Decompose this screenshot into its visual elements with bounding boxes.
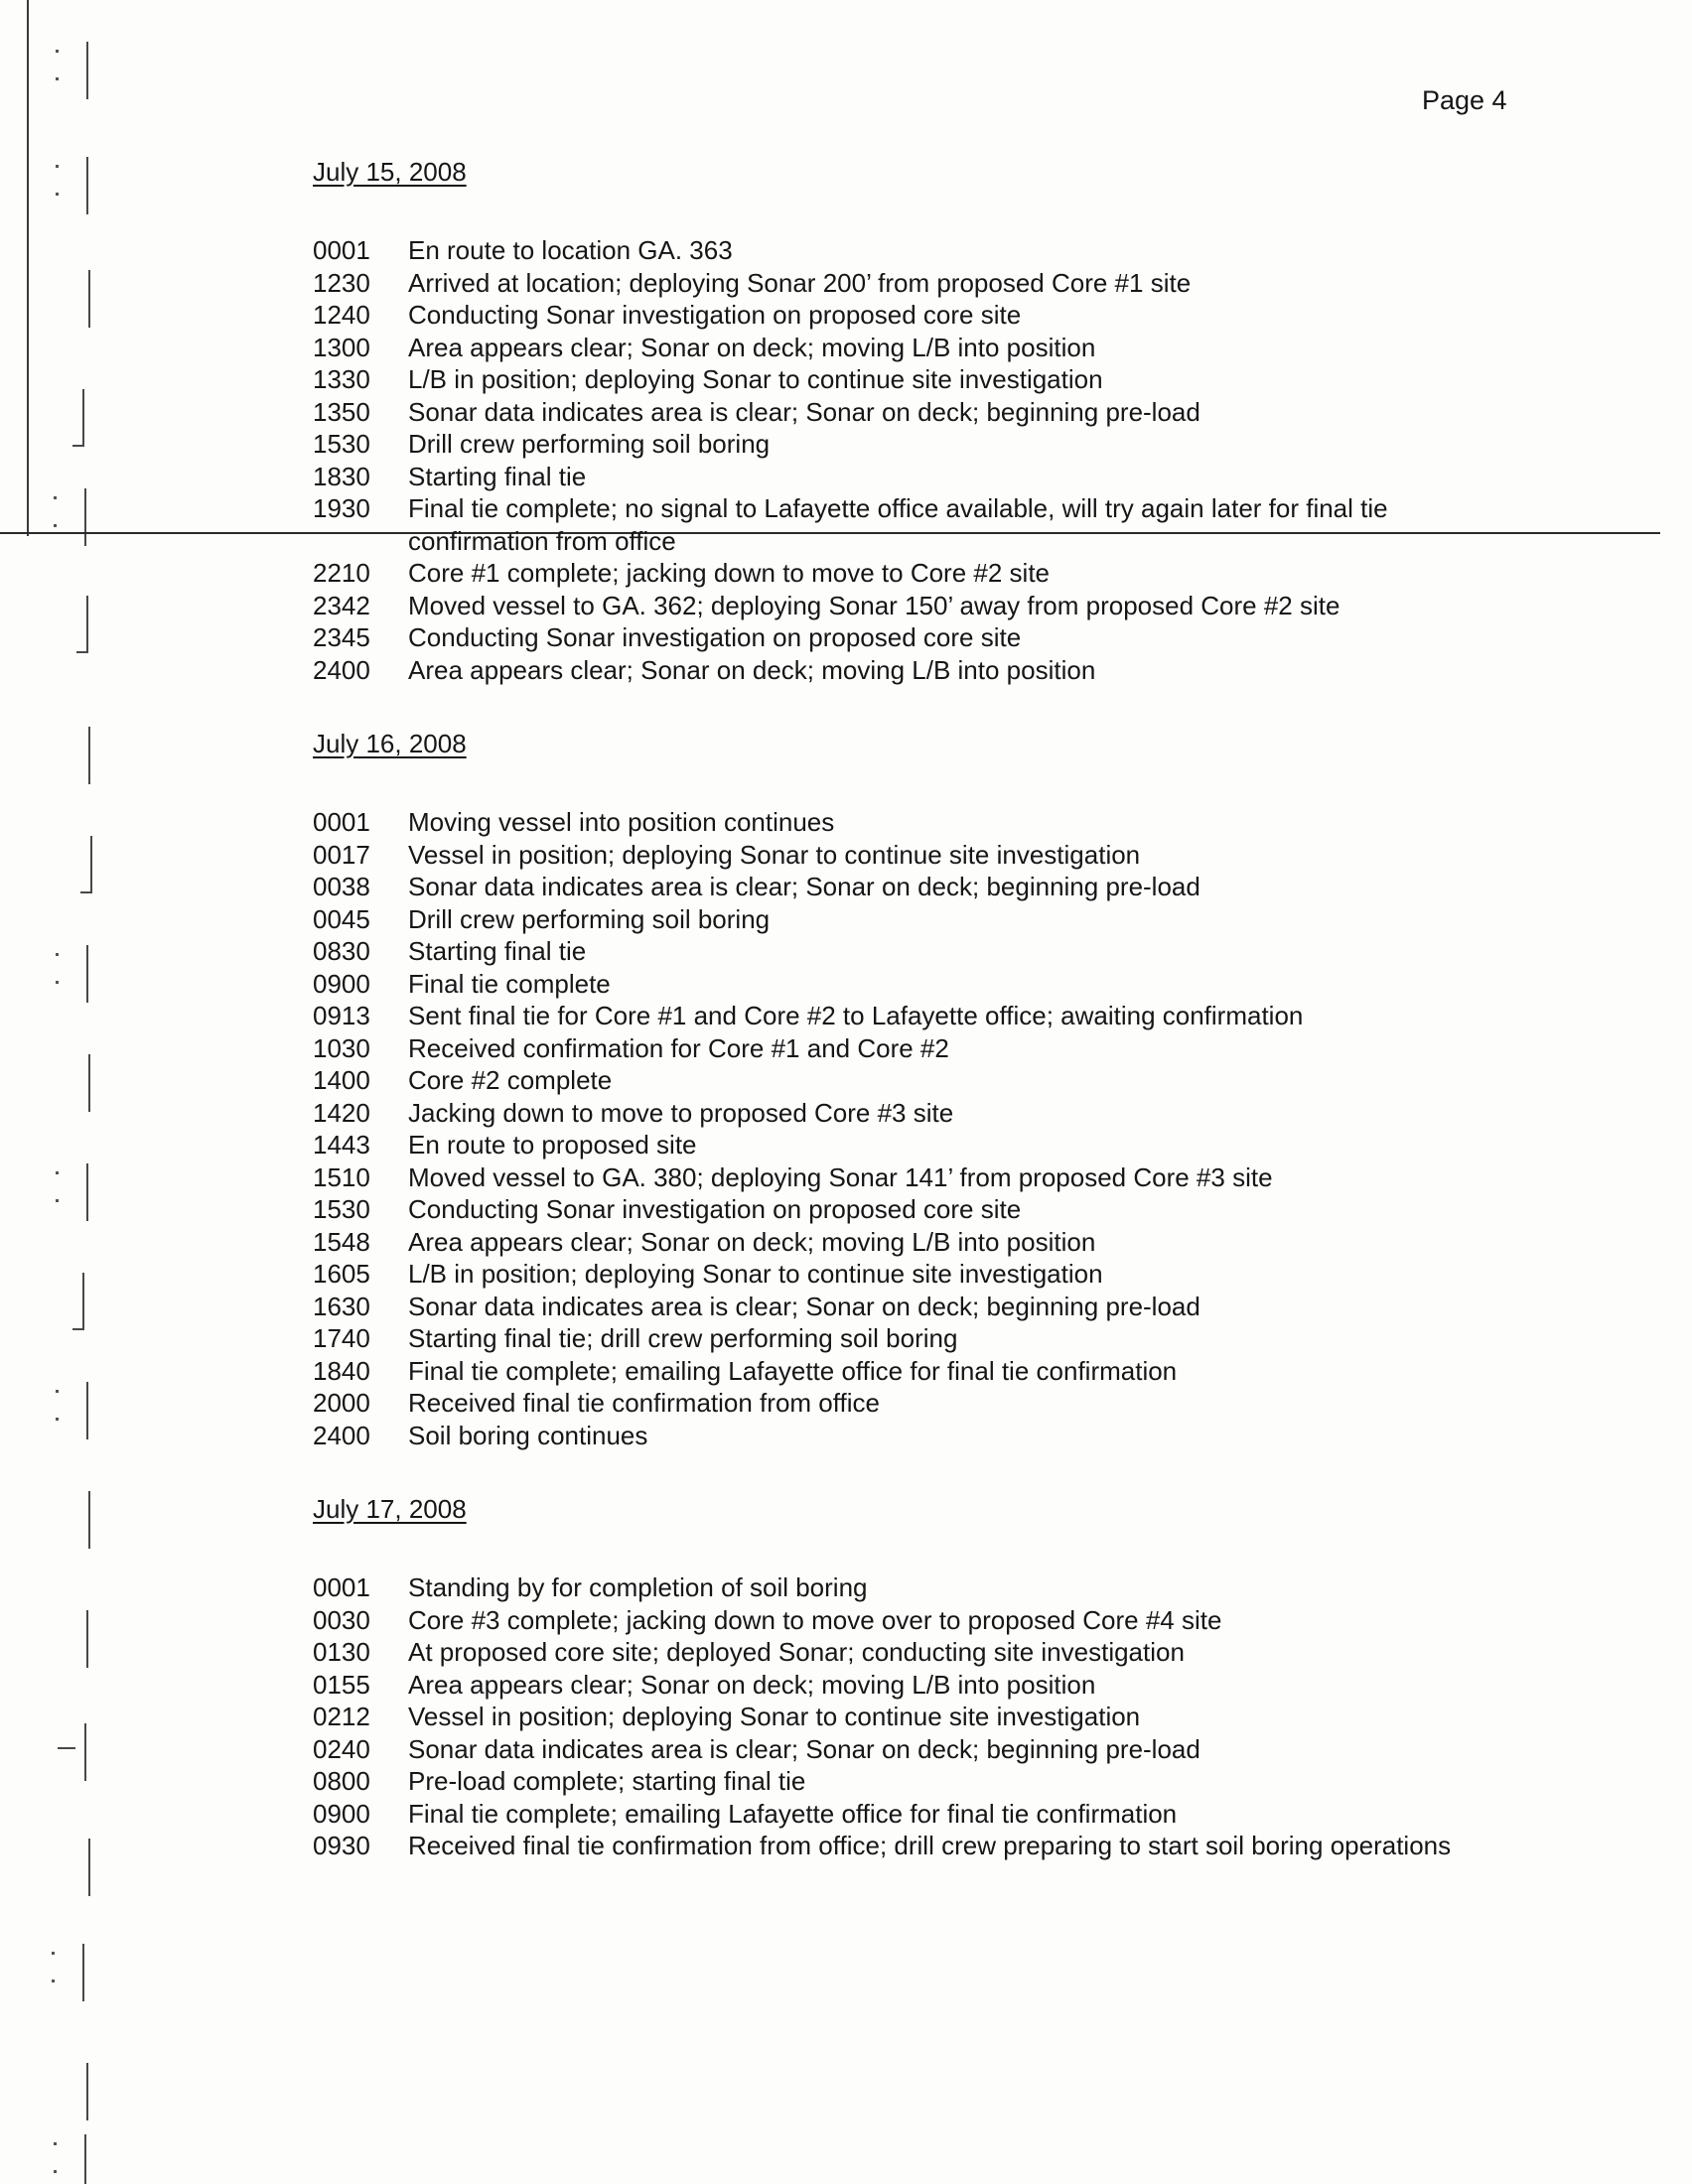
entry-list [313, 234, 1539, 686]
scan-artifact-mark [71, 1273, 84, 1330]
date-heading: July 15, 2008 [313, 157, 467, 187]
log-entry-time: 0900 [313, 968, 370, 999]
log-sections [313, 156, 1539, 1862]
log-entry-time: 1240 [313, 300, 370, 330]
log-entry-time: 0913 [313, 1001, 370, 1030]
log-entry-row [313, 299, 1539, 332]
scan-artifact-mark [75, 596, 88, 653]
log-entry-text: Received final tie confirmation from office; drill crew preparing to start soil boring operations [408, 1831, 1452, 1860]
log-entry-row [313, 492, 1539, 557]
log-entry-text: Final tie complete; emailing Lafayette office for final tie confirmation [408, 1355, 1178, 1386]
log-entry-text: At proposed core site; deployed Sonar; conducting site investigation [408, 1637, 1185, 1667]
log-entry-time: 1350 [313, 396, 370, 427]
log-entry-row [313, 1000, 1539, 1032]
scan-artifact-mark [73, 488, 86, 546]
scan-artifact-mark [71, 1944, 84, 2001]
log-entry-row [313, 903, 1539, 936]
log-entry-row [313, 806, 1539, 839]
log-entry-text: En route to location GA. 363 [408, 235, 733, 265]
log-entry-time: 1930 [313, 493, 370, 523]
log-entry-time: 1530 [313, 429, 370, 459]
log-section [313, 1493, 1539, 1862]
log-entry-row [313, 1604, 1539, 1637]
log-entry-row [313, 234, 1539, 267]
log-entry-text: Conducting Sonar investigation on proposed core site [408, 622, 1022, 652]
scan-artifact-mark [73, 1723, 86, 1781]
log-entry-text: L/B in position; deploying Sonar to continue site investigation [408, 364, 1103, 394]
log-entry-time: 1300 [313, 332, 370, 362]
log-entry-row [313, 1669, 1539, 1702]
scan-artifact-mark [75, 1610, 88, 1668]
log-entry-text: Core #2 complete [408, 1065, 613, 1095]
log-entry-row [313, 1420, 1539, 1452]
log-entry-time: 0001 [313, 807, 370, 837]
scan-edge-vertical-line [27, 0, 29, 536]
log-entry-text: Core #3 complete; jacking down to move over to proposed Core #4 site [408, 1604, 1222, 1635]
log-entry-time: 0930 [313, 1831, 370, 1860]
log-entry-row [313, 1032, 1539, 1065]
log-entry-text: Received confirmation for Core #1 and Core #2 [408, 1032, 949, 1063]
log-entry-time: 0045 [313, 903, 370, 934]
log-entry-text: Area appears clear; Sonar on deck; moving L/B into position [408, 1226, 1096, 1257]
date-heading: July 17, 2008 [313, 1494, 467, 1524]
log-entry-text: L/B in position; deploying Sonar to continue site investigation [408, 1259, 1103, 1289]
log-entry-text: Sonar data indicates area is clear; Sonar on deck; beginning pre-load [408, 1733, 1200, 1764]
log-entry-time: 1510 [313, 1161, 370, 1192]
log-entry-text: Vessel in position; deploying Sonar to continue site investigation [408, 1702, 1141, 1731]
entry-list [313, 1571, 1539, 1862]
log-entry-text: Moving vessel into position continues [408, 807, 835, 837]
log-entry-time: 1605 [313, 1259, 370, 1289]
scan-artifact-mark [75, 1382, 88, 1439]
log-entry-time: 1530 [313, 1194, 370, 1224]
log-entry-time: 1840 [313, 1355, 370, 1386]
log-content [313, 156, 1539, 1862]
log-entry-row [313, 396, 1539, 429]
log-entry-text: Drill crew performing soil boring [408, 903, 771, 934]
log-entry-text: Moved vessel to GA. 362; deploying Sonar 150’ away from proposed Core #2 site [408, 590, 1340, 620]
log-entry-text: Sonar data indicates area is clear; Sonar on deck; beginning pre-load [408, 1291, 1200, 1321]
log-entry-row [313, 1765, 1539, 1798]
log-entry-row [313, 1291, 1539, 1323]
log-entry-row [313, 1798, 1539, 1831]
log-entry-text: Moved vessel to GA. 380; deploying Sonar 141’ from proposed Core #3 site [408, 1161, 1273, 1192]
log-entry-time: 2400 [313, 654, 370, 685]
log-section [313, 156, 1539, 686]
log-entry-row [313, 1733, 1539, 1766]
log-entry-row [313, 267, 1539, 300]
log-entry-time: 2345 [313, 622, 370, 652]
log-entry-time: 0001 [313, 235, 370, 265]
log-entry-text: Final tie complete; emailing Lafayette office for final tie confirmation [408, 1798, 1178, 1829]
log-entry-text: Arrived at location; deploying Sonar 200’ from proposed Core #1 site [408, 267, 1192, 298]
log-entry-row [313, 428, 1539, 461]
log-entry-time: 1740 [313, 1323, 370, 1353]
log-entry-row [313, 1701, 1539, 1733]
log-entry-row [313, 1193, 1539, 1226]
log-entry-time: 0240 [313, 1733, 370, 1764]
log-entry-time: 1330 [313, 364, 370, 394]
log-entry-time: 0038 [313, 872, 370, 901]
log-entry-row [313, 590, 1539, 622]
log-entry-row [313, 557, 1539, 590]
log-entry-time: 1230 [313, 267, 370, 298]
log-entry-row [313, 1258, 1539, 1291]
log-entry-row [313, 935, 1539, 968]
log-entry-row [313, 1355, 1539, 1388]
log-entry-row [313, 461, 1539, 493]
log-entry-text: Area appears clear; Sonar on deck; moving L/B into position [408, 332, 1096, 362]
scan-artifact-mark [71, 389, 84, 447]
log-entry-text: Conducting Sonar investigation on proposed core site [408, 300, 1022, 330]
log-entry-row [313, 363, 1539, 396]
log-entry-time: 0800 [313, 1766, 370, 1796]
scan-artifact-mark [77, 1839, 90, 1896]
log-entry-text: Core #1 complete; jacking down to move to Core #2 site [408, 558, 1051, 588]
scan-artifact-mark [77, 1491, 90, 1549]
log-entry-text: Standing by for completion of soil boring [408, 1572, 868, 1602]
log-entry-row [313, 871, 1539, 903]
log-entry-row [313, 1097, 1539, 1130]
log-entry-text: Pre-load complete; starting final tie [408, 1766, 806, 1796]
scan-artifact-mark [75, 157, 88, 214]
scan-artifact-mark [79, 836, 92, 893]
log-entry-text: Conducting Sonar investigation on proposed core site [408, 1194, 1022, 1224]
log-entry-time: 1030 [313, 1032, 370, 1063]
log-entry-row [313, 1571, 1539, 1604]
log-entry-time: 1830 [313, 461, 370, 491]
scan-artifact-mark [75, 945, 88, 1003]
log-entry-row [313, 839, 1539, 872]
log-entry-time: 0900 [313, 1798, 370, 1829]
log-entry-time: 0017 [313, 839, 370, 870]
log-entry-time: 0130 [313, 1637, 370, 1667]
log-entry-text: Jacking down to move to proposed Core #3 site [408, 1097, 954, 1128]
log-entry-text: Final tie complete [408, 968, 611, 999]
scan-artifact-mark [75, 1163, 88, 1221]
log-entry-time: 0830 [313, 936, 370, 966]
log-entry-row [313, 1636, 1539, 1669]
log-entry-time: 0155 [313, 1669, 370, 1700]
entry-list [313, 806, 1539, 1451]
log-entry-text: Soil boring continues [408, 1420, 648, 1450]
scan-artifact-mark [77, 1054, 90, 1112]
log-entry-text: En route to proposed site [408, 1130, 697, 1160]
log-entry-time: 1443 [313, 1130, 370, 1160]
scan-artifact-mark [77, 270, 90, 328]
log-entry-time: 1400 [313, 1065, 370, 1095]
scan-artifact-mark [77, 727, 90, 784]
log-entry-time: 0030 [313, 1604, 370, 1635]
page-number: Page 4 [1422, 85, 1507, 115]
log-entry-text: Drill crew performing soil boring [408, 429, 771, 459]
log-entry-time: 0001 [313, 1572, 370, 1602]
log-entry-row [313, 968, 1539, 1001]
log-entry-row [313, 1322, 1539, 1355]
log-entry-text: Starting final tie [408, 461, 587, 491]
log-entry-row [313, 1161, 1539, 1194]
scan-artifact-mark [75, 2063, 88, 2120]
log-section [313, 728, 1539, 1451]
log-entry-text: Starting final tie; drill crew performing soil boring [408, 1323, 958, 1353]
log-entry-text: Sent final tie for Core #1 and Core #2 to Lafayette office; awaiting confirmation [408, 1001, 1304, 1030]
log-entry-row [313, 654, 1539, 687]
log-entry-text: Area appears clear; Sonar on deck; moving L/B into position [408, 654, 1096, 685]
log-entry-text: Received final tie confirmation from office [408, 1388, 880, 1418]
log-entry-text: Area appears clear; Sonar on deck; moving L/B into position [408, 1669, 1096, 1700]
log-entry-row [313, 1387, 1539, 1420]
log-entry-time: 0212 [313, 1702, 370, 1731]
log-entry-row [313, 332, 1539, 364]
log-entry-text: Vessel in position; deploying Sonar to continue site investigation [408, 839, 1141, 870]
log-entry-text: Sonar data indicates area is clear; Sonar on deck; beginning pre-load [408, 396, 1200, 427]
log-entry-text: Sonar data indicates area is clear; Sonar on deck; beginning pre-load [408, 872, 1200, 901]
log-entry-time: 2210 [313, 558, 370, 588]
log-entry-row [313, 1064, 1539, 1097]
log-entry-row [313, 621, 1539, 654]
log-entry-row [313, 1830, 1539, 1862]
log-entry-row [313, 1129, 1539, 1161]
date-heading: July 16, 2008 [313, 729, 467, 758]
log-entry-text: Final tie complete; no signal to Lafayette office available, will try again later for final tie confirmation from office [408, 493, 1388, 556]
log-entry-time: 1420 [313, 1097, 370, 1128]
log-entry-time: 2000 [313, 1388, 370, 1418]
log-entry-row [313, 1226, 1539, 1259]
log-entry-time: 2342 [313, 590, 370, 620]
scan-artifact-mark [73, 2134, 86, 2184]
log-entry-text: Starting final tie [408, 936, 587, 966]
log-entry-time: 2400 [313, 1420, 370, 1450]
scan-artifact-mark [75, 42, 88, 99]
log-entry-time: 1548 [313, 1226, 370, 1257]
log-entry-time: 1630 [313, 1291, 370, 1321]
